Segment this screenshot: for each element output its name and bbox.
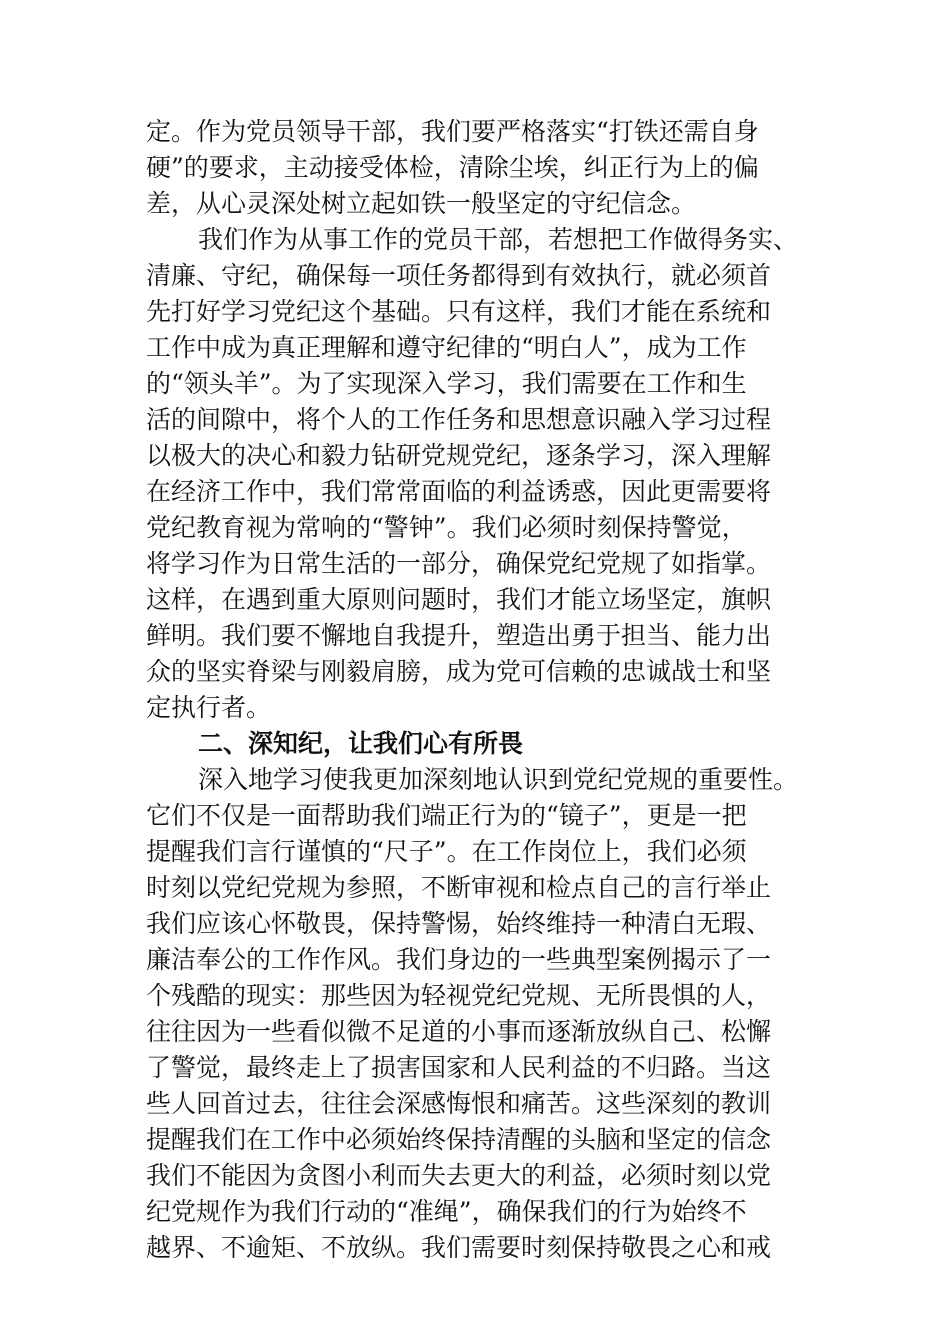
text-line: 硬”的要求，主动接受体检，清除尘埃，纠正行为上的偏 bbox=[146, 153, 759, 182]
text-line: 提醒我们言行谨慎的“尺子”。在工作岗位上，我们必须 bbox=[146, 837, 747, 866]
paragraph-first-line: 我们作为从事工作的党员干部，若想把工作做得务实、 bbox=[198, 225, 799, 254]
text-line: 的“领头羊”。为了实现深入学习，我们需要在工作和生 bbox=[146, 369, 747, 398]
text-line: 先打好学习党纪这个基础。只有这样，我们才能在系统和 bbox=[146, 297, 772, 326]
text-line: 将学习作为日常生活的一部分，确保党纪党规了如指掌。 bbox=[146, 549, 772, 578]
paragraph-first-line: 深入地学习使我更加深刻地认识到党纪党规的重要性。 bbox=[198, 765, 799, 794]
text-line: 以极大的决心和毅力钻研党规党纪，逐条学习，深入理解 bbox=[146, 441, 772, 470]
text-line: 清廉、守纪，确保每一项任务都得到有效执行，就必须首 bbox=[146, 261, 772, 290]
text-line: 了警觉，最终走上了损害国家和人民利益的不归路。当这 bbox=[146, 1053, 772, 1082]
text-line: 差，从心灵深处树立起如铁一般坚定的守纪信念。 bbox=[146, 189, 697, 218]
text-line: 它们不仅是一面帮助我们端正行为的“镜子”，更是一把 bbox=[146, 801, 747, 830]
text-line: 往往因为一些看似微不足道的小事而逐渐放纵自己、松懈 bbox=[146, 1017, 772, 1046]
text-line: 活的间隙中，将个人的工作任务和思想意识融入学习过程 bbox=[146, 405, 772, 434]
text-line: 我们不能因为贪图小利而失去更大的利益，必须时刻以党 bbox=[146, 1161, 772, 1190]
text-line: 众的坚实脊梁与刚毅肩膀，成为党可信赖的忠诚战士和坚 bbox=[146, 657, 772, 686]
text-line: 提醒我们在工作中必须始终保持清醒的头脑和坚定的信念 bbox=[146, 1125, 772, 1154]
text-line: 时刻以党纪党规为参照，不断审视和检点自己的言行举止 bbox=[146, 873, 772, 902]
text-line: 廉洁奉公的工作作风。我们身边的一些典型案例揭示了一 bbox=[146, 945, 772, 974]
text-line: 在经济工作中，我们常常面临的利益诱惑，因此更需要将 bbox=[146, 477, 772, 506]
text-line: 定执行者。 bbox=[146, 693, 272, 722]
text-line: 工作中成为真正理解和遵守纪律的“明白人”，成为工作 bbox=[146, 333, 747, 362]
text-line: 定。作为党员领导干部，我们要严格落实“打铁还需自身 bbox=[146, 117, 759, 146]
document-body bbox=[146, 114, 836, 1266]
text-line: 这样，在遇到重大原则问题时，我们才能立场坚定，旗帜 bbox=[146, 585, 772, 614]
text-line: 党纪教育视为常响的“警钟”。我们必须时刻保持警觉， bbox=[146, 513, 747, 542]
text-line: 我们应该心怀敬畏，保持警惕，始终维持一种清白无瑕、 bbox=[146, 909, 772, 938]
text-line: 鲜明。我们要不懈地自我提升，塑造出勇于担当、能力出 bbox=[146, 621, 772, 650]
text-line: 些人回首过去，往往会深感悔恨和痛苦。这些深刻的教训 bbox=[146, 1089, 772, 1118]
text-line: 纪党规作为我们行动的“准绳”，确保我们的行为始终不 bbox=[146, 1197, 747, 1226]
section-heading: 二、深知纪，让我们心有所畏 bbox=[198, 729, 524, 758]
text-line: 越界、不逾矩、不放纵。我们需要时刻保持敬畏之心和戒 bbox=[146, 1233, 772, 1262]
text-line: 个残酷的现实：那些因为轻视党纪党规、无所畏惧的人， bbox=[146, 981, 772, 1010]
